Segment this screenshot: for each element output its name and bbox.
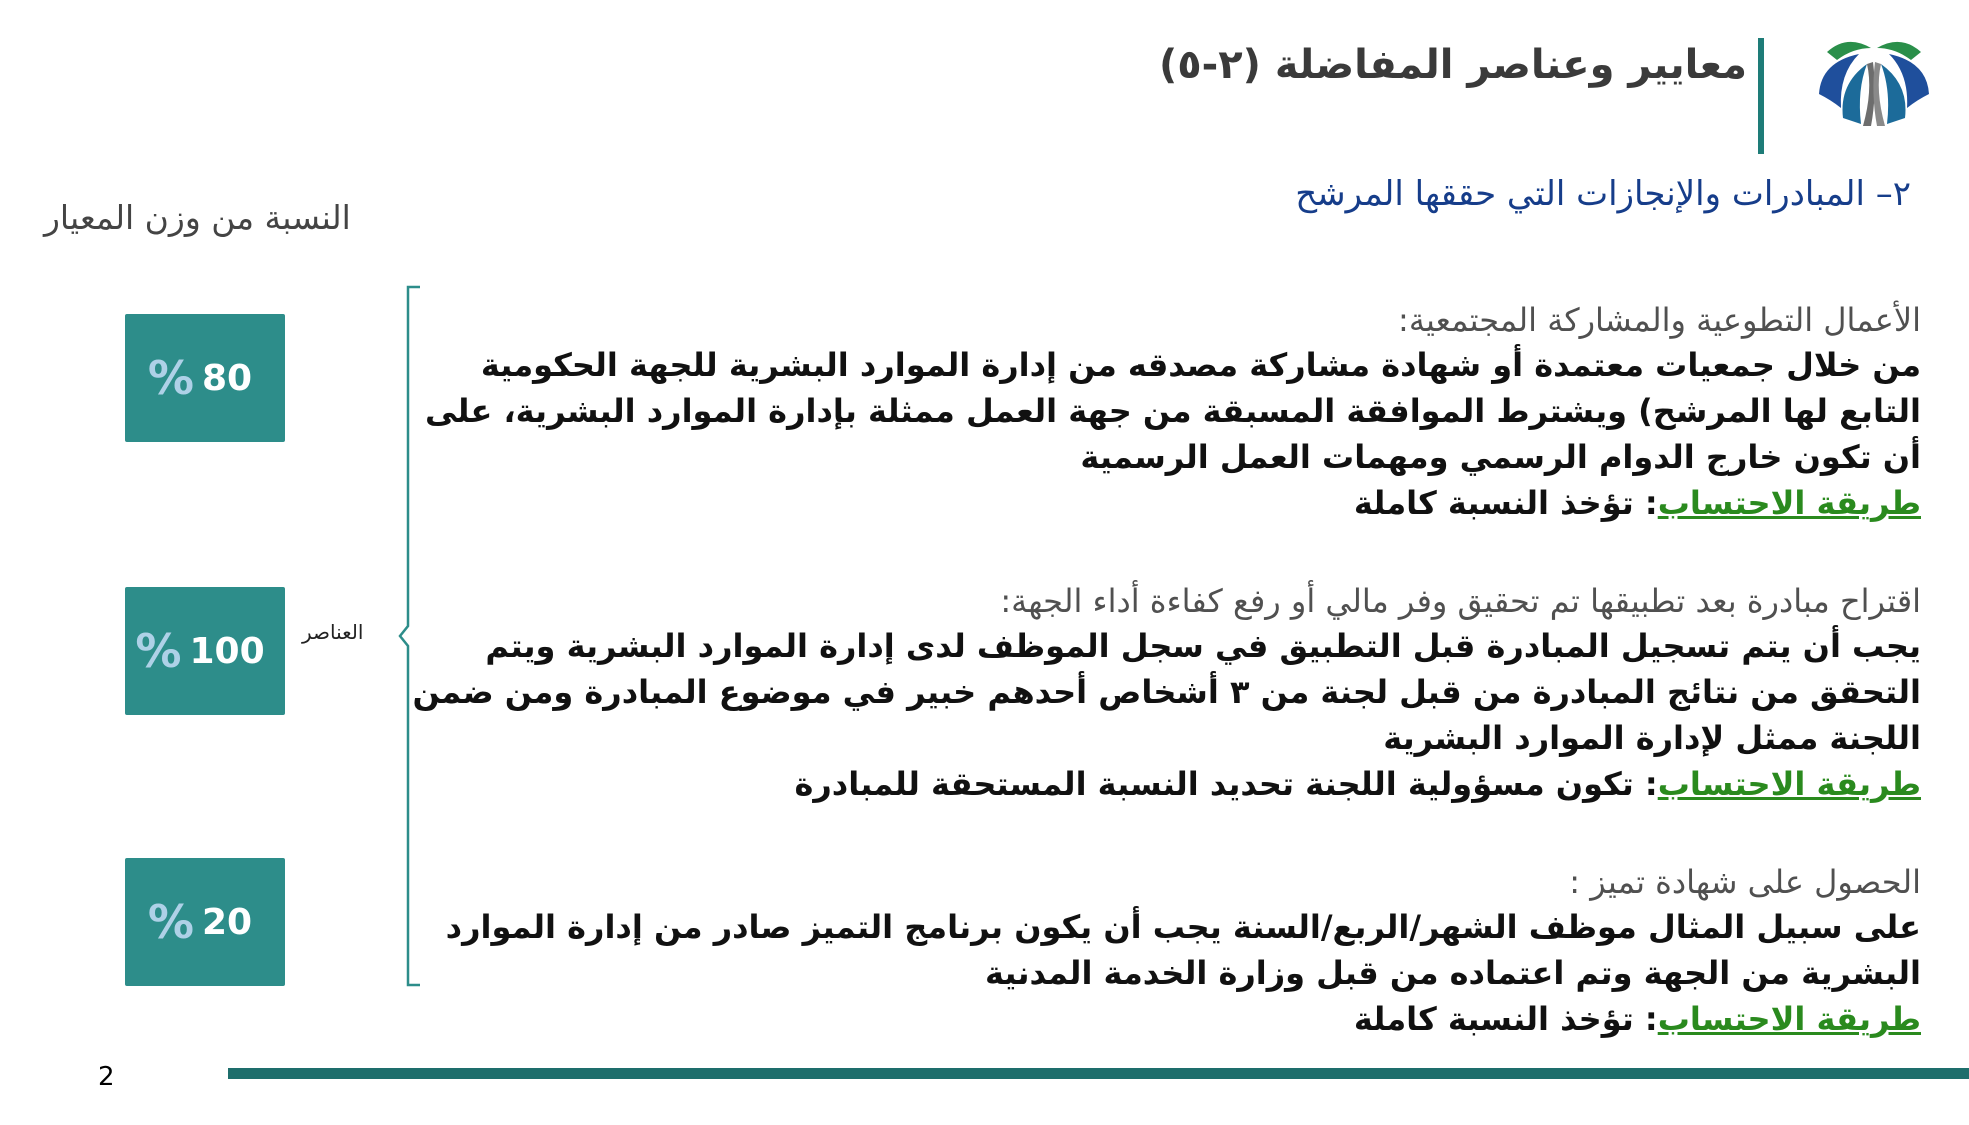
- criterion-line: التابع لها المرشح) ويشترط الموافقة المسبقة من جهة العمل ممثلة بإدارة الموارد البشرية، على: [425, 392, 1921, 430]
- calculation-separator: :: [1633, 484, 1658, 522]
- calculation-method-text: تؤخذ النسبة كاملة: [1353, 1000, 1634, 1038]
- percent-box-initiative: [125, 587, 285, 715]
- percent-icon: %: [147, 895, 194, 949]
- calculation-method-label: طريقة الاحتساب: [1657, 765, 1921, 803]
- calculation-method-text: تؤخذ النسبة كاملة: [1353, 484, 1634, 522]
- page-number: 2: [98, 1062, 115, 1092]
- percent-icon: %: [135, 624, 182, 678]
- criterion-line: التحقق من نتائج المبادرة من قبل لجنة من ٣ أشخاص أحدهم خبير في موضوع المبادرة ومن ضمن: [412, 673, 1921, 711]
- criterion-line: البشرية من الجهة وتم اعتماده من قبل وزارة الخدمة المدنية: [985, 954, 1921, 992]
- weight-column-header: النسبة من وزن المعيار: [44, 198, 351, 237]
- criterion-line: من خلال جمعيات معتمدة أو شهادة مشاركة مصدقه من إدارة الموارد البشرية للجهة الحكومية: [480, 346, 1921, 384]
- percent-value: 80: [201, 357, 253, 399]
- header-divider: [1758, 38, 1764, 154]
- criterion-line: على سبيل المثال موظف الشهر/الربع/السنة يجب أن يكون برنامج التميز صادر من إدارة الموارد: [445, 908, 1921, 946]
- calculation-method: [446, 996, 1921, 1042]
- criterion-title: اقتراح مبادرة بعد تطبيقها تم تحقيق وفر مالي أو رفع كفاءة أداء الجهة:: [1000, 582, 1921, 620]
- calculation-method-label: طريقة الاحتساب: [1657, 484, 1921, 522]
- criterion-title: الحصول على شهادة تميز :: [1569, 863, 1921, 901]
- page-title: معايير وعناصر المفاضلة (٢-٥): [1158, 42, 1747, 88]
- percent-box-volunteer: [125, 314, 285, 442]
- calculation-method: [412, 761, 1921, 807]
- calculation-method-label: طريقة الاحتساب: [1657, 1000, 1921, 1038]
- percent-value: 20: [201, 901, 253, 943]
- footer-bar: [228, 1068, 1969, 1079]
- percent-box-excellence: [125, 858, 285, 986]
- calculation-method-text: تكون مسؤولية اللجنة تحديد النسبة المستحقة للمبادرة: [794, 765, 1634, 803]
- palm-leaves-logo-icon: [1813, 34, 1935, 134]
- calculation-method: [425, 480, 1921, 526]
- criterion-line: أن تكون خارج الدوام الرسمي ومهمات العمل الرسمية: [1080, 438, 1921, 476]
- percent-icon: %: [147, 351, 194, 405]
- elements-label: العناصر: [302, 620, 364, 644]
- criterion-initiative: [412, 579, 1921, 807]
- criterion-title: الأعمال التطوعية والمشاركة المجتمعية:: [1398, 301, 1921, 339]
- criterion-volunteer: [425, 298, 1921, 526]
- calculation-separator: :: [1633, 1000, 1658, 1038]
- criterion-line: يجب أن يتم تسجيل المبادرة قبل التطبيق في سجل الموظف لدى إدارة الموارد البشرية ويتم: [485, 627, 1921, 665]
- criterion-excellence: [446, 860, 1921, 1042]
- criterion-line: اللجنة ممثل لإدارة الموارد البشرية: [1383, 719, 1921, 757]
- percent-value: 100: [189, 630, 265, 672]
- calculation-separator: :: [1633, 765, 1658, 803]
- section-subtitle: ٢– المبادرات والإنجازات التي حققها المرشح: [1295, 174, 1911, 214]
